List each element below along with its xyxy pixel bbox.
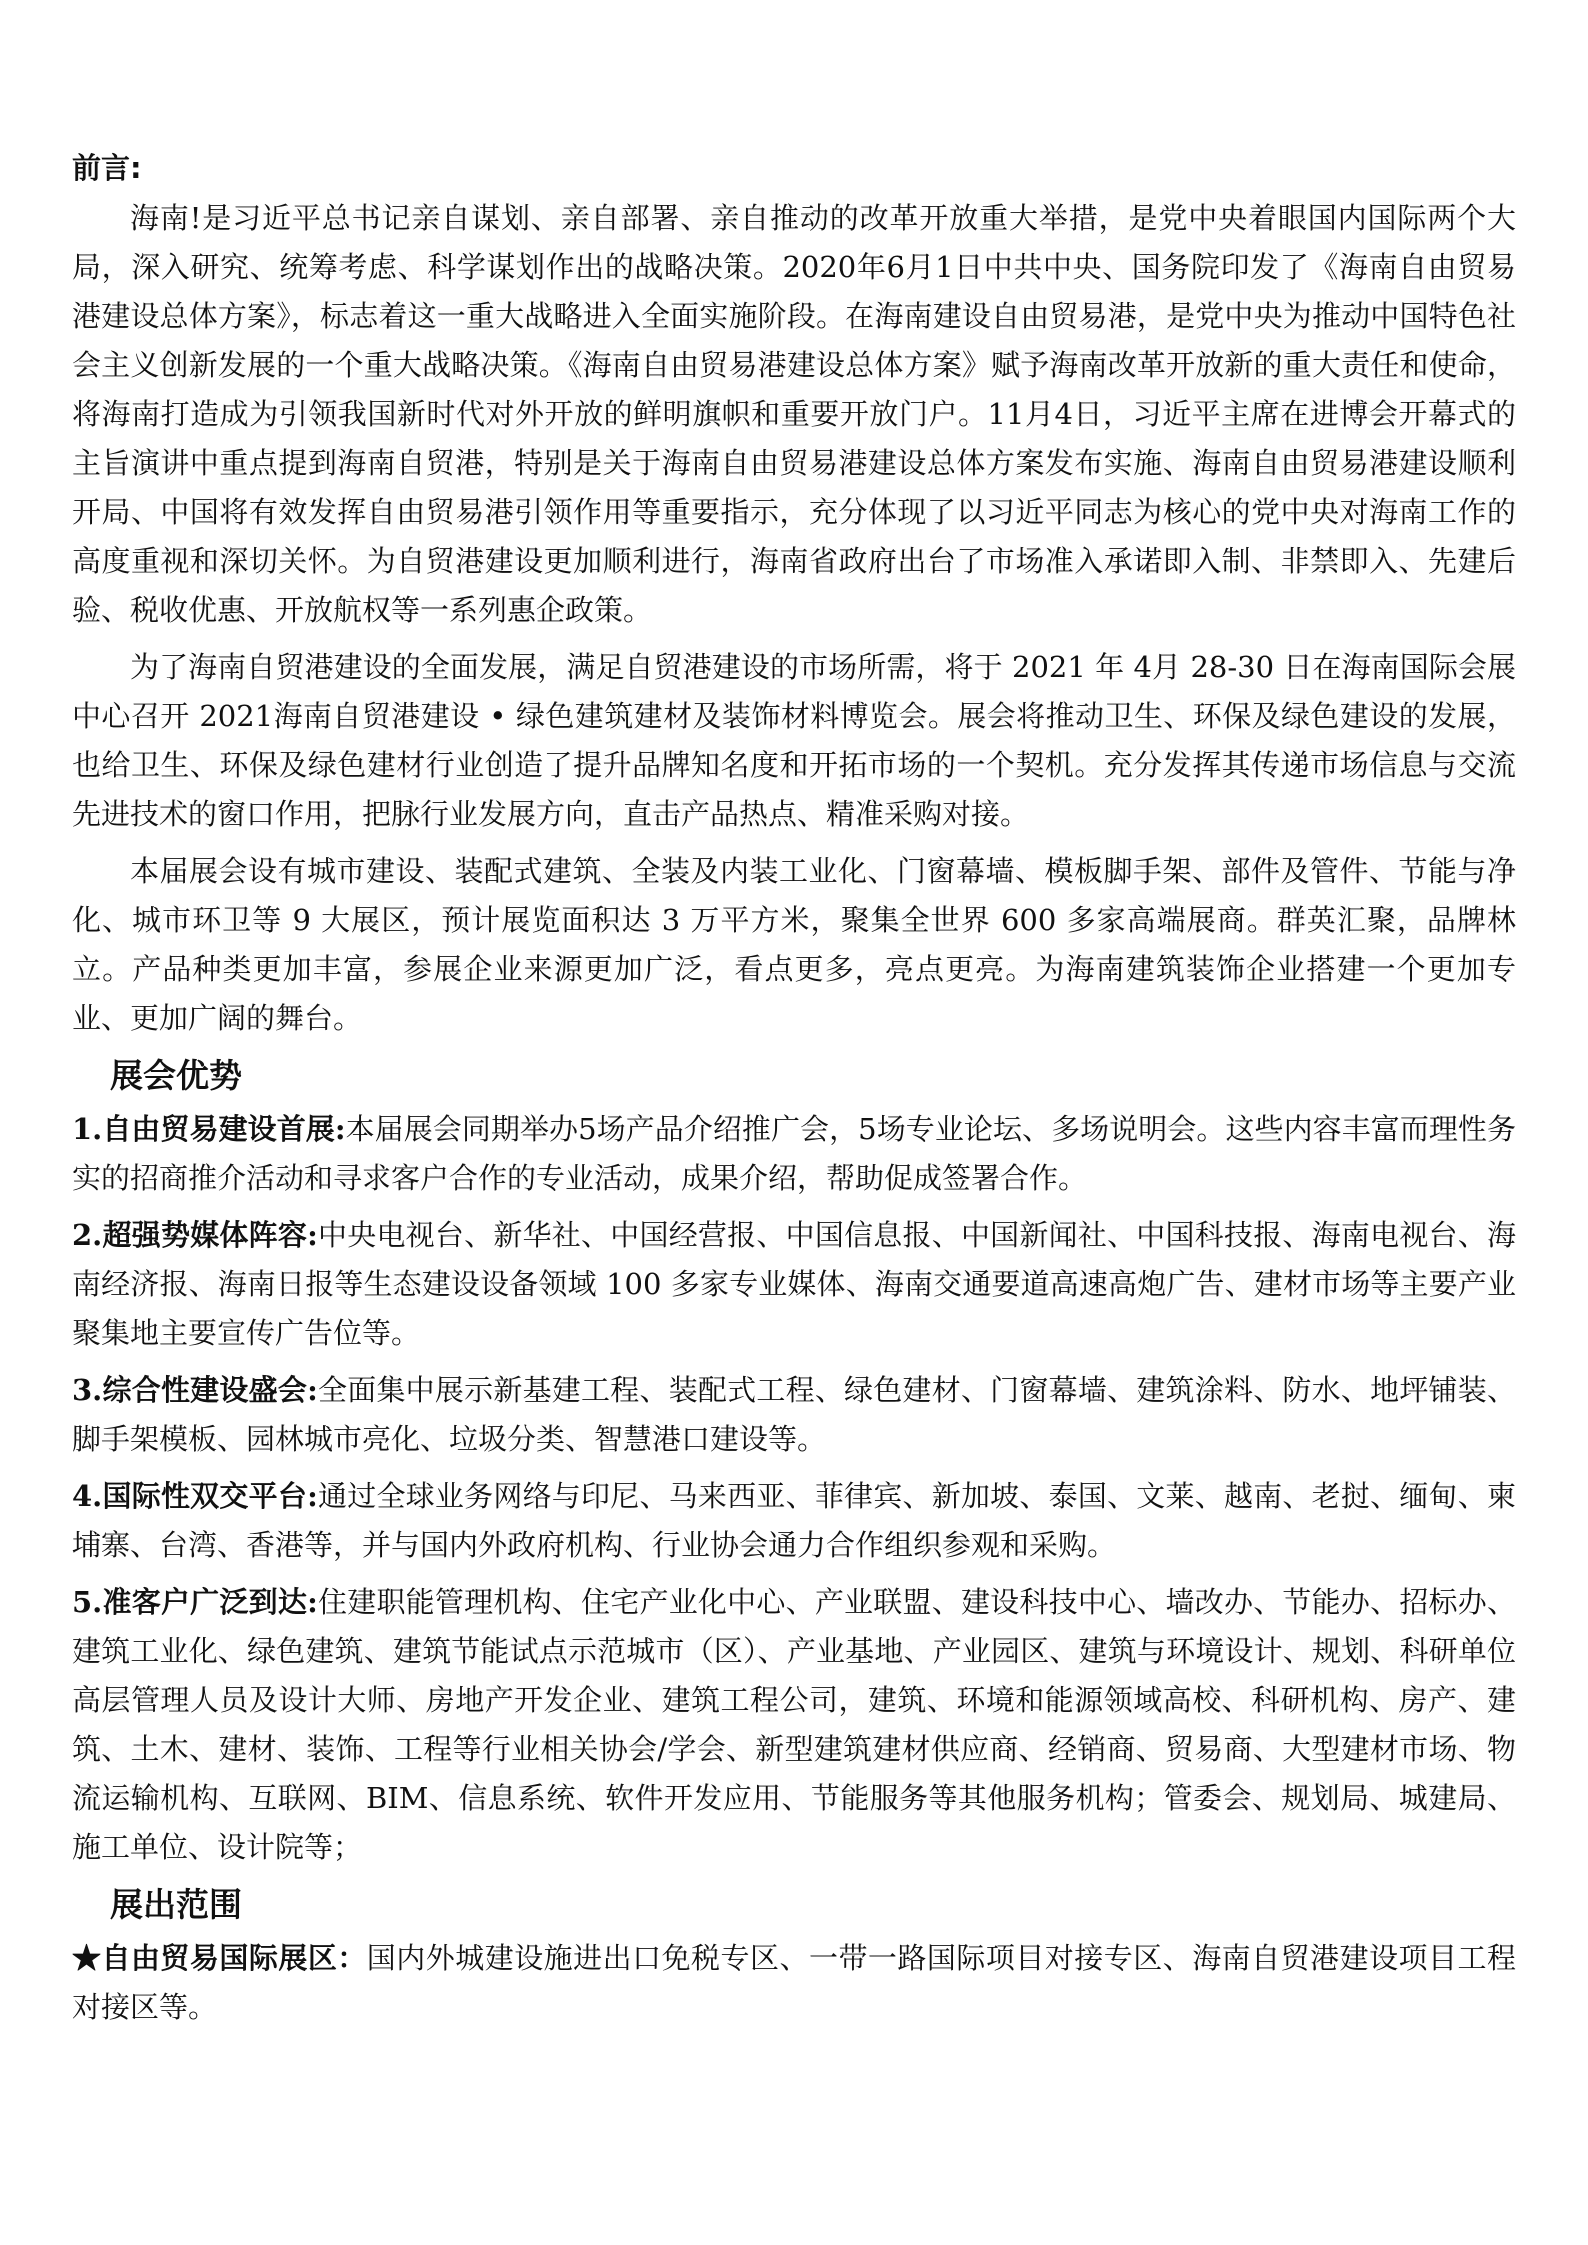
preface-paragraph-2: 为了海南自贸港建设的全面发展，满足自贸港建设的市场所需，将于 2021 年 4月 28-30 日在海南国际会展中心召开 2021海南自贸港建设 • 绿色建筑建材及装饰材料博览会。展会将推动卫生、环保及绿色建设的发展，也给卫生、环保及绿色建材行业创造了提升品牌知名度和开拓市场的一个契机。充分发挥其传递市场信息与交流先进技术的窗口作用，把脉行业发展方向，直击产品热点、精准采购对接。	[72, 650, 1516, 831]
advantages-heading: 展会优势	[110, 1056, 242, 1095]
preface-heading: 前言:	[72, 151, 142, 185]
advantage-item-2-text: 中央电视台、新华社、中国经营报、中国信息报、中国新闻社、中国科技报、海南电视台、海南经济报、海南日报等生态建设设备领域 100 多家专业媒体、海南交通要道高速高炮广告、建材市场等主要产业聚集地主要宣传广告位等。	[72, 1218, 1516, 1350]
scope-item-1-text: 国内外城建设施进出口免税专区、一带一路国际项目对接专区、海南自贸港建设项目工程对接区等。	[72, 1941, 1516, 2024]
advantage-item-1-text: 本届展会同期举办5场产品介绍推广会，5场专业论坛、多场说明会。这些内容丰富而理性务实的招商推介活动和寻求客户合作的专业活动，成果介绍，帮助促成签署合作。	[72, 1112, 1516, 1195]
scope-heading: 展出范围	[110, 1885, 242, 1924]
advantage-item-4	[72, 1472, 1516, 1570]
advantage-item-3-title: 3.综合性建设盛会:	[72, 1373, 318, 1407]
advantage-item-3	[72, 1366, 1516, 1464]
preface-paragraph-1: 海南!是习近平总书记亲自谋划、亲自部署、亲自推动的改革开放重大举措，是党中央着眼国内国际两个大局，深入研究、统筹考虑、科学谋划作出的战略决策。2020年6月1日中共中央、国务院印发了《海南自由贸易港建设总体方案》，标志着这一重大战略进入全面实施阶段。在海南建设自由贸易港，是党中央为推动中国特色社会主义创新发展的一个重大战略决策。《海南自由贸易港建设总体方案》赋予海南改革开放新的重大责任和使命，将海南打造成为引领我国新时代对外开放的鲜明旗帜和重要开放门户。11月4日，习近平主席在进博会开幕式的主旨演讲中重点提到海南自贸港，特别是关于海南自由贸易港建设总体方案发布实施、海南自由贸易港建设顺利开局、中国将有效发挥自由贸易港引领作用等重要指示，充分体现了以习近平同志为核心的党中央对海南工作的高度重视和深切关怀。为自贸港建设更加顺利进行，海南省政府出台了市场准入承诺即入制、非禁即入、先建后验、税收优惠、开放航权等一系列惠企政策。	[72, 201, 1516, 627]
scope-item-1-title: ★自由贸易国际展区：	[72, 1941, 367, 1975]
advantage-item-3-text: 全面集中展示新基建工程、装配式工程、绿色建材、门窗幕墙、建筑涂料、防水、地坪铺装、脚手架模板、园林城市亮化、垃圾分类、智慧港口建设等。	[72, 1373, 1516, 1456]
advantage-item-1	[72, 1105, 1516, 1203]
advantage-item-4-title: 4.国际性双交平台:	[72, 1479, 318, 1513]
advantage-item-5-title: 5.准客户广泛到达:	[72, 1585, 318, 1619]
preface-paragraph-3: 本届展会设有城市建设、装配式建筑、全装及内装工业化、门窗幕墙、模板脚手架、部件及管件、节能与净化、城市环卫等 9 大展区，预计展览面积达 3 万平方米，聚集全世界 600 多家高端展商。群英汇聚，品牌林立。产品种类更加丰富，参展企业来源更加广泛，看点更多，亮点更亮。为海南建筑装饰企业搭建一个更加专业、更加广阔的舞台。	[72, 854, 1516, 1035]
advantage-item-1-title: 1.自由贸易建设首展:	[72, 1112, 346, 1146]
advantage-item-5-text: 住建职能管理机构、住宅产业化中心、产业联盟、建设科技中心、墙改办、节能办、招标办、建筑工业化、绿色建筑、建筑节能试点示范城市（区）、产业基地、产业园区、建筑与环境设计、规划、科研单位高层管理人员及设计大师、房地产开发企业、建筑工程公司，建筑、环境和能源领域高校、科研机构、房产、建筑、土木、建材、装饰、工程等行业相关协会/学会、新型建筑建材供应商、经销商、贸易商、大型建材市场、物流运输机构、互联网、BIM、信息系统、软件开发应用、节能服务等其他服务机构；管委会、规划局、城建局、施工单位、设计院等；	[72, 1585, 1516, 1864]
advantage-item-2	[72, 1211, 1516, 1358]
advantage-item-2-title: 2.超强势媒体阵容:	[72, 1218, 318, 1252]
advantage-item-5	[72, 1578, 1516, 1872]
advantage-item-4-text: 通过全球业务网络与印尼、马来西亚、菲律宾、新加坡、泰国、文莱、越南、老挝、缅甸、柬埔寨、台湾、香港等，并与国内外政府机构、行业协会通力合作组织参观和采购。	[72, 1479, 1516, 1562]
scope-item-1	[72, 1934, 1516, 2032]
